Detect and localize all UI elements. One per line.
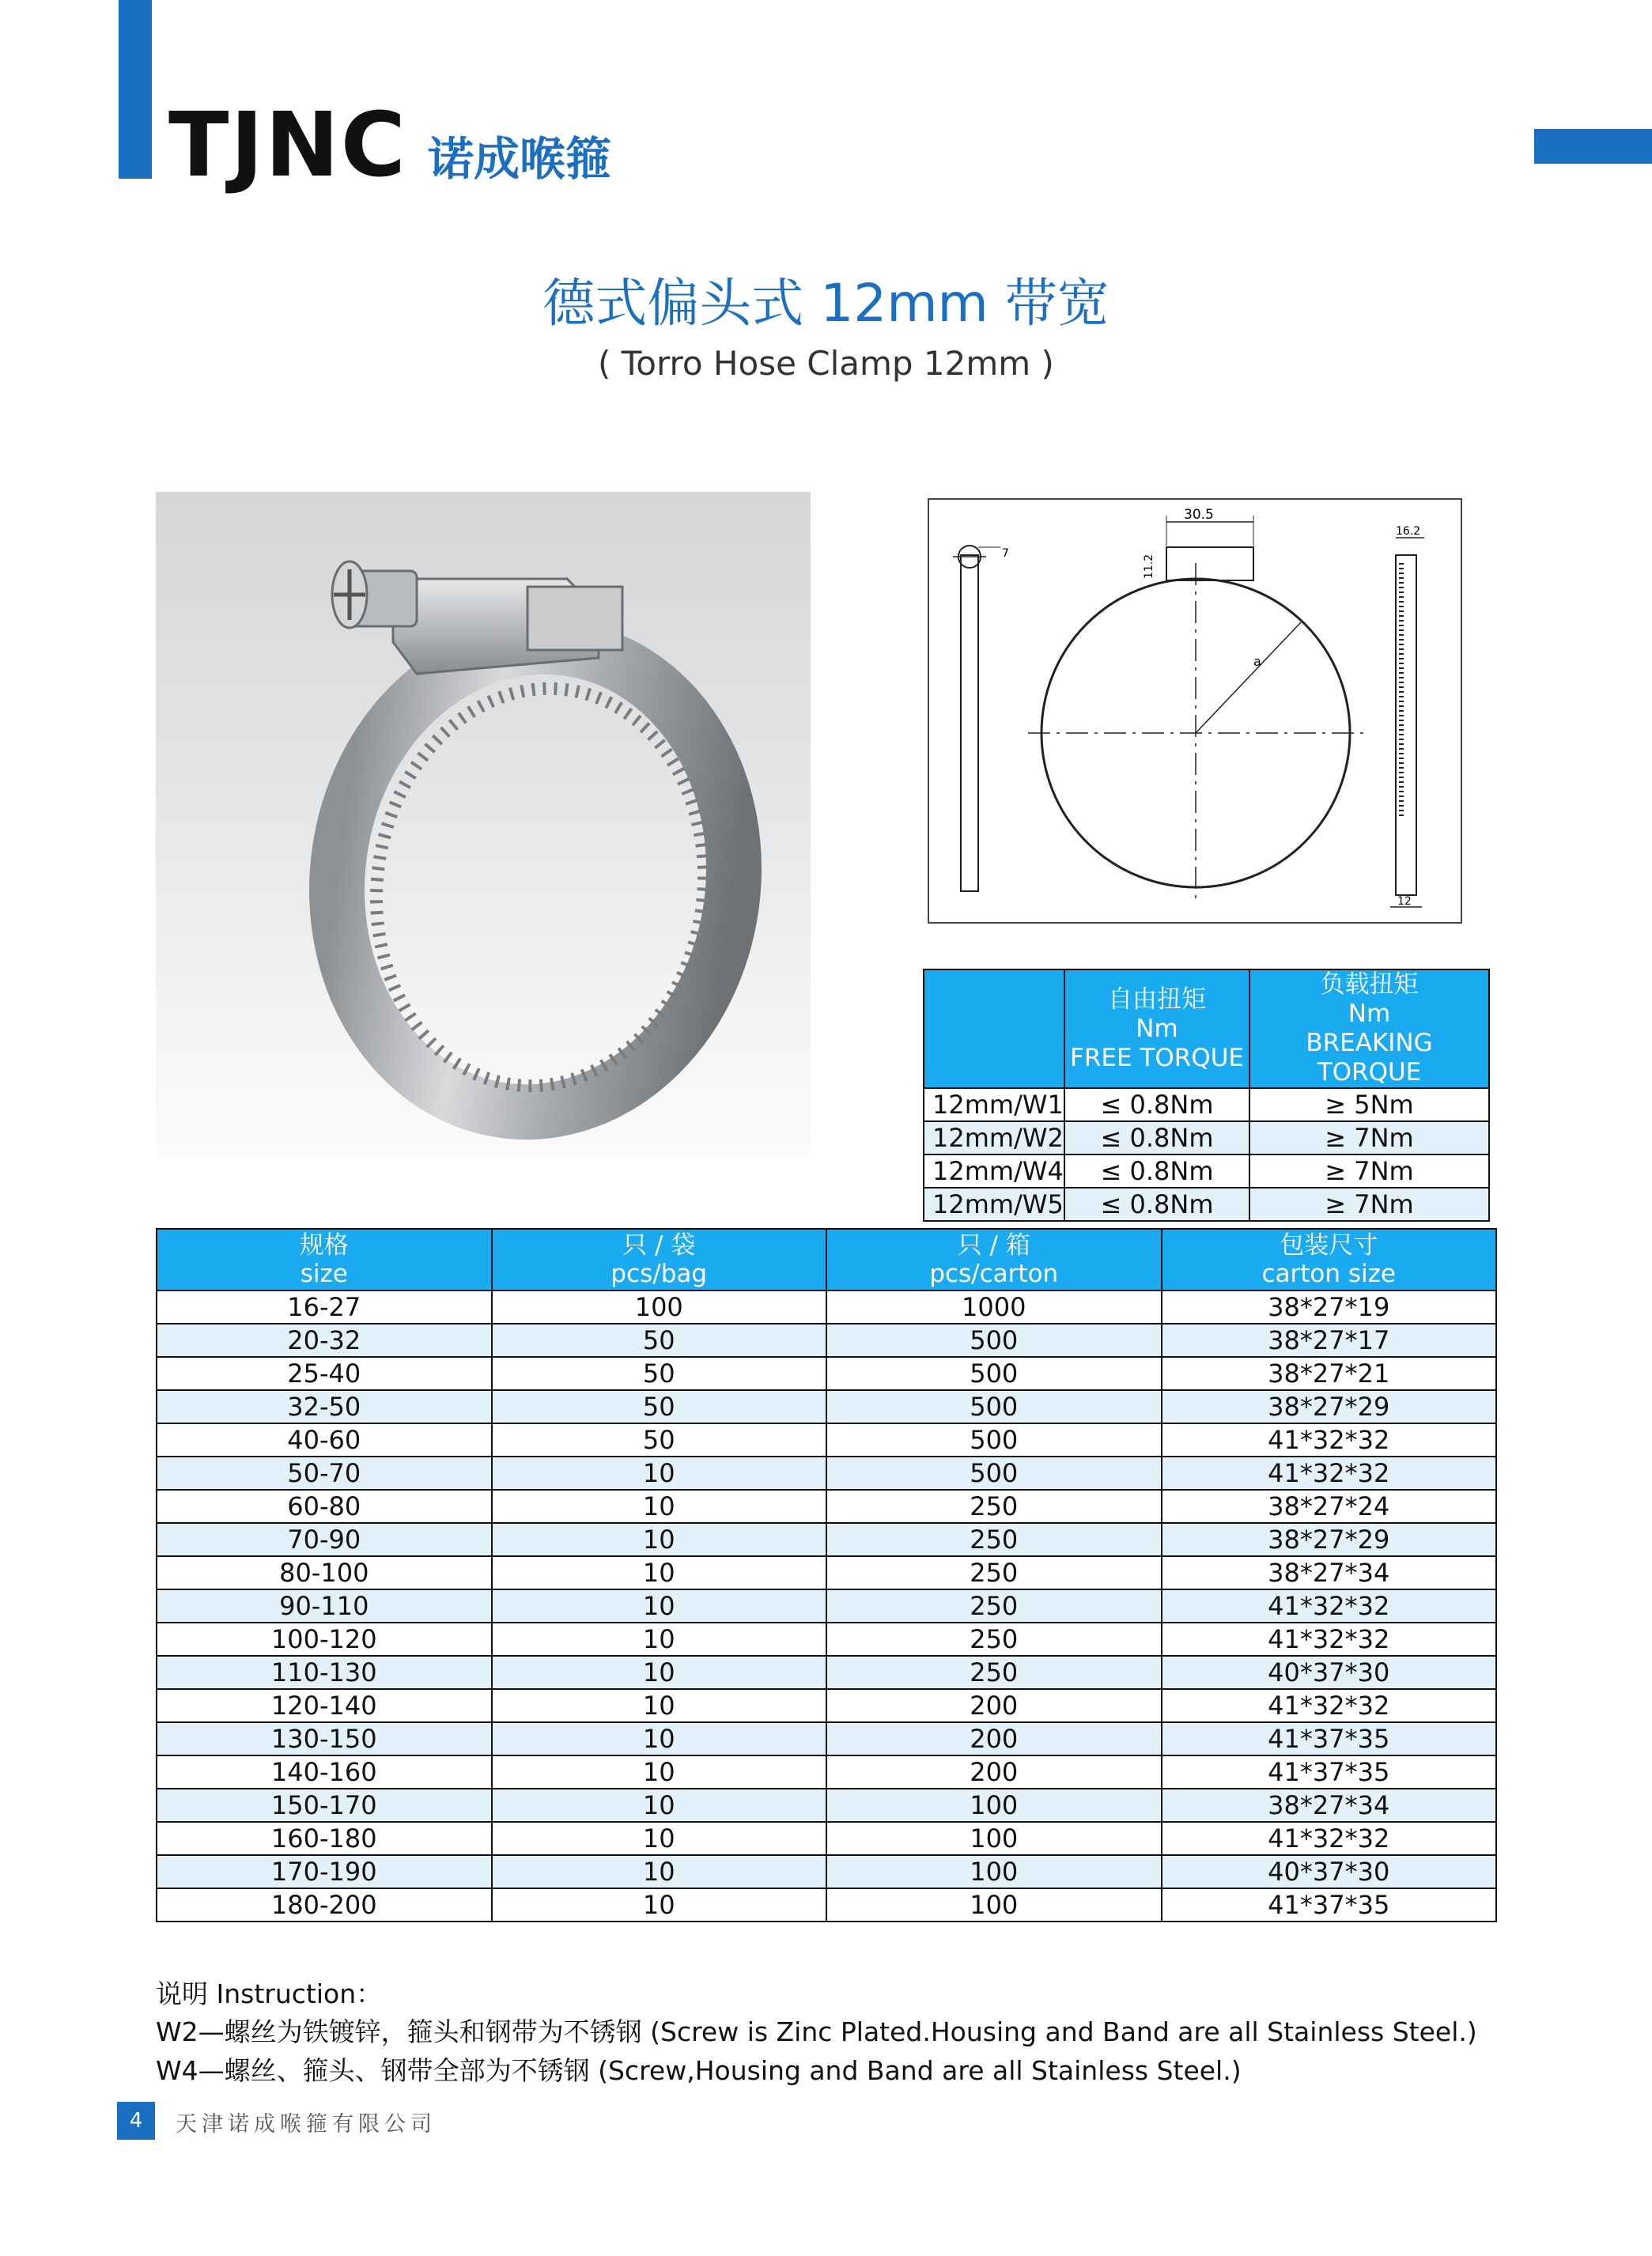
size-header-size: [157, 1229, 492, 1290]
page-number: 4: [117, 2102, 155, 2140]
size-table-cell: 110-130: [157, 1656, 492, 1689]
size-header-carton-size: [1162, 1229, 1497, 1290]
size-table-cell: 38*27*29: [1162, 1523, 1497, 1556]
size-table-cell: 50-70: [157, 1457, 492, 1490]
size-table-cell: 70-90: [157, 1523, 492, 1556]
torque-table-cell: ≤ 0.8Nm: [1064, 1088, 1249, 1121]
size-table-row: [157, 1722, 1496, 1755]
size-table-cell: 10: [492, 1789, 827, 1822]
size-table-cell: 100: [826, 1855, 1162, 1888]
size-table-cell: 160-180: [157, 1822, 492, 1855]
size-table-row: [157, 1789, 1496, 1822]
header-en: carton size: [1261, 1260, 1397, 1288]
torque-table-cell: ≥ 7Nm: [1249, 1121, 1489, 1154]
size-table-row: [157, 1689, 1496, 1722]
brand-accent-bar: [119, 0, 152, 179]
size-table-cell: 100: [826, 1888, 1162, 1922]
size-table-cell: 41*32*32: [1162, 1423, 1497, 1457]
size-table-cell: 32-50: [157, 1390, 492, 1423]
size-table-cell: 200: [826, 1755, 1162, 1789]
size-table-cell: 100: [492, 1290, 827, 1324]
torque-table: [923, 969, 1490, 1222]
header-en: BREAKING TORQUE: [1306, 1029, 1433, 1086]
size-table-cell: 38*27*29: [1162, 1390, 1497, 1423]
size-table-cell: 10: [492, 1722, 827, 1755]
clamp-dimension-drawing: [929, 500, 1461, 922]
torque-table-cell: ≥ 5Nm: [1249, 1088, 1489, 1121]
torque-table-cell: ≤ 0.8Nm: [1064, 1188, 1249, 1221]
size-table-cell: 100: [826, 1789, 1162, 1822]
size-table-cell: 500: [826, 1423, 1162, 1457]
torque-table-cell: ≤ 0.8Nm: [1064, 1121, 1249, 1154]
torque-table-row: [924, 1121, 1489, 1154]
size-table-cell: 10: [492, 1689, 827, 1722]
size-table-row: [157, 1888, 1496, 1922]
size-table-cell: 250: [826, 1490, 1162, 1523]
page-title-en: ( Torro Hose Clamp 12mm ): [598, 344, 1054, 383]
size-table-cell: 50: [492, 1324, 827, 1357]
header-en: pcs/bag: [611, 1260, 708, 1288]
size-table-cell: 200: [826, 1689, 1162, 1722]
dim-7: 7: [1002, 547, 1009, 560]
instruction-line-w2: W2—螺丝为铁镀锌，箍头和钢带为不锈钢 (Screw is Zinc Plated.Housing and Band are all Stainless Steel.): [156, 2016, 1477, 2047]
size-table-cell: 10: [492, 1855, 827, 1888]
company-name: 天津诺成喉箍有限公司: [176, 2112, 437, 2137]
size-table-row: [157, 1755, 1496, 1789]
size-table-cell: 90-110: [157, 1589, 492, 1623]
torque-table-cell: 12mm/W2: [924, 1121, 1064, 1154]
header-unit: Nm: [1348, 1000, 1391, 1028]
size-table-cell: 41*32*32: [1162, 1822, 1497, 1855]
size-table-cell: 38*27*17: [1162, 1324, 1497, 1357]
technical-drawing: [928, 498, 1462, 924]
size-table-cell: 20-32: [157, 1324, 492, 1357]
size-table-cell: 100: [826, 1822, 1162, 1855]
size-table-cell: 25-40: [157, 1357, 492, 1390]
size-table-cell: 500: [826, 1357, 1162, 1390]
instruction-line-w4: W4—螺丝、箍头、钢带全部为不锈钢 (Screw,Housing and Band are all Stainless Steel.): [156, 2055, 1242, 2086]
size-table-cell: 38*27*34: [1162, 1789, 1497, 1822]
size-table-cell: 120-140: [157, 1689, 492, 1722]
size-table-cell: 250: [826, 1523, 1162, 1556]
header-en: FREE TORQUE: [1070, 1043, 1244, 1072]
size-table-cell: 38*27*21: [1162, 1357, 1497, 1390]
size-table-cell: 10: [492, 1589, 827, 1623]
size-table-row: [157, 1390, 1496, 1423]
dim-30-5: 30.5: [1184, 507, 1214, 523]
size-table-cell: 10: [492, 1523, 827, 1556]
size-table-cell: 250: [826, 1589, 1162, 1623]
torque-table-row: [924, 1088, 1489, 1121]
header-cn: 包装尺寸: [1280, 1231, 1378, 1260]
header-en: pcs/carton: [929, 1260, 1059, 1288]
size-table-cell: 10: [492, 1457, 827, 1490]
size-table-row: [157, 1822, 1496, 1855]
dim-11-2: 11.2: [1143, 554, 1155, 579]
size-header-carton: [826, 1229, 1162, 1290]
size-table-cell: 180-200: [157, 1888, 492, 1922]
size-table-cell: 150-170: [157, 1789, 492, 1822]
torque-table-cell: ≤ 0.8Nm: [1064, 1154, 1249, 1188]
size-table-cell: 170-190: [157, 1855, 492, 1888]
logo-latin-text: TJNC: [168, 94, 407, 197]
product-photo: [156, 492, 811, 1158]
size-table-cell: 140-160: [157, 1755, 492, 1789]
torque-table-cell: ≥ 7Nm: [1249, 1188, 1489, 1221]
size-table-cell: 38*27*34: [1162, 1556, 1497, 1589]
size-table-row: [157, 1490, 1496, 1523]
size-table-cell: 41*32*32: [1162, 1589, 1497, 1623]
size-table-cell: 10: [492, 1656, 827, 1689]
size-table-row: [157, 1357, 1496, 1390]
size-table-cell: 200: [826, 1722, 1162, 1755]
size-table-cell: 38*27*24: [1162, 1490, 1497, 1523]
size-table-cell: 1000: [826, 1290, 1162, 1324]
size-table-cell: 500: [826, 1457, 1162, 1490]
size-table-row: [157, 1589, 1496, 1623]
size-table-cell: 10: [492, 1556, 827, 1589]
header-en: size: [300, 1260, 348, 1288]
header-cn: 规格: [299, 1231, 349, 1260]
torque-table-row: [924, 1154, 1489, 1188]
size-table-row: [157, 1656, 1496, 1689]
header-cn: 自由扭矩: [1108, 984, 1206, 1014]
size-table-cell: 80-100: [157, 1556, 492, 1589]
size-table-cell: 250: [826, 1656, 1162, 1689]
size-table-cell: 50: [492, 1390, 827, 1423]
size-table-cell: 41*37*35: [1162, 1888, 1497, 1922]
size-header-bag: [492, 1229, 827, 1290]
size-table-cell: 10: [492, 1888, 827, 1922]
hose-clamp-image: [156, 492, 811, 1158]
torque-table-cell: ≥ 7Nm: [1249, 1154, 1489, 1188]
size-table-cell: 38*27*19: [1162, 1290, 1497, 1324]
torque-header-blank: [924, 969, 1064, 1088]
size-table-cell: 60-80: [157, 1490, 492, 1523]
dim-16-2: 16.2: [1396, 525, 1421, 538]
torque-table-row: [924, 1188, 1489, 1221]
size-table-cell: 10: [492, 1822, 827, 1855]
size-table-cell: 50: [492, 1423, 827, 1457]
size-table-cell: 50: [492, 1357, 827, 1390]
size-table-cell: 130-150: [157, 1722, 492, 1755]
size-table-row: [157, 1423, 1496, 1457]
torque-table-cell: 12mm/W4: [924, 1154, 1064, 1188]
size-table-row: [157, 1523, 1496, 1556]
size-table-cell: 41*32*32: [1162, 1623, 1497, 1656]
company-logo: [168, 94, 612, 197]
size-table-cell: 40-60: [157, 1423, 492, 1457]
instruction-heading: 说明 Instruction：: [156, 1978, 383, 2009]
size-table-row: [157, 1623, 1496, 1656]
size-table-row: [157, 1290, 1496, 1324]
size-table-cell: 100-120: [157, 1623, 492, 1656]
size-table-row: [157, 1457, 1496, 1490]
size-table-cell: 16-27: [157, 1290, 492, 1324]
size-table: [156, 1228, 1497, 1922]
size-table-cell: 40*37*30: [1162, 1855, 1497, 1888]
header-unit: Nm: [1136, 1014, 1178, 1043]
size-table-cell: 10: [492, 1623, 827, 1656]
torque-table-cell: 12mm/W1: [924, 1088, 1064, 1121]
size-table-row: [157, 1855, 1496, 1888]
size-table-cell: 41*32*32: [1162, 1457, 1497, 1490]
size-table-cell: 40*37*30: [1162, 1656, 1497, 1689]
size-table-cell: 10: [492, 1490, 827, 1523]
size-table-cell: 41*37*35: [1162, 1755, 1497, 1789]
size-table-row: [157, 1324, 1496, 1357]
dim-12: 12: [1397, 895, 1412, 908]
size-table-cell: 41*37*35: [1162, 1722, 1497, 1755]
corner-accent-bar: [1534, 129, 1652, 164]
dim-radius-a: a: [1253, 654, 1261, 669]
header-cn: 只 / 箱: [957, 1231, 1030, 1260]
logo-chinese-text: 诺成喉箍: [428, 132, 612, 186]
size-table-cell: 10: [492, 1755, 827, 1789]
header-cn: 只 / 袋: [622, 1231, 696, 1260]
size-table-cell: 250: [826, 1556, 1162, 1589]
size-table-cell: 500: [826, 1390, 1162, 1423]
size-table-cell: 250: [826, 1623, 1162, 1656]
torque-header-breaking: [1249, 969, 1489, 1088]
page-title-cn: 德式偏头式 12mm 带宽: [542, 273, 1110, 334]
header-cn: 负载扭矩: [1320, 970, 1419, 999]
size-table-cell: 500: [826, 1324, 1162, 1357]
torque-table-cell: 12mm/W5: [924, 1188, 1064, 1221]
size-table-row: [157, 1556, 1496, 1589]
torque-header-free: [1064, 969, 1249, 1088]
size-table-cell: 41*32*32: [1162, 1689, 1497, 1722]
